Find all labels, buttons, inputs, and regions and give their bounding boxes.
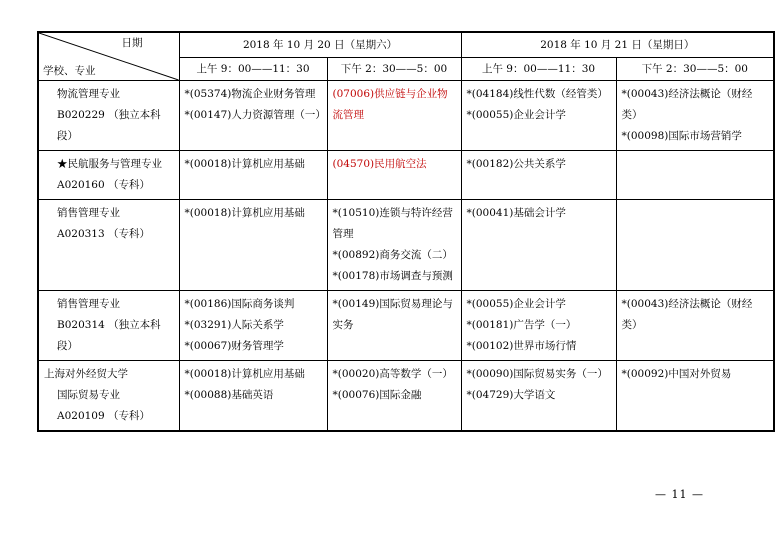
slot-header-sun-pm: 下午 2：30——5：00 [616,58,774,81]
date-sunday-header: 2018 年 10 月 21 日（星期日） [461,32,774,58]
exam-cell [327,291,461,361]
program-cell [38,81,179,151]
course-item: *(00090)国际贸易实务（一） [466,368,608,380]
table-row [38,361,774,432]
program-cell [38,151,179,200]
program-cell [38,291,179,361]
exam-cell [179,200,327,291]
course-item: *(00186)国际商务谈判 [184,298,295,310]
course-item-highlighted: (07006)供应链与企业物流管理 [332,88,448,121]
exam-cell [327,361,461,432]
program-cell [38,200,179,291]
course-item: *(00041)基础会计学 [466,207,566,219]
course-item: *(00092)中国对外贸易 [621,368,732,380]
course-item: *(00181)广告学（一） [466,319,577,331]
exam-cell [616,361,774,432]
course-item: *(00043)经济法概论（财经类） [621,88,753,121]
date-saturday-header: 2018 年 10 月 20 日（星期六） [179,32,461,58]
program-code: B020314 （独立本科段） [57,319,161,352]
program-name: ★民航服务与管理专业 [57,158,162,170]
course-item: *(00020)高等数学（一） [332,368,453,380]
course-item: *(00102)世界市场行情 [466,340,577,352]
page-number: — 11 — [655,488,704,501]
course-item: *(00178)市场调查与预测 [332,270,453,282]
program-name: 物流管理专业 [57,88,120,100]
course-item-highlighted: (04570)民用航空法 [332,158,427,170]
exam-cell [179,361,327,432]
exam-cell [616,291,774,361]
exam-schedule-table [37,31,775,432]
program-name: 销售管理专业 [57,298,120,310]
program-code: A020109 （专科） [57,410,151,422]
program-code: A020160 （专科） [57,179,151,191]
program-name: 国际贸易专业 [57,389,120,401]
course-item: *(00088)基础英语 [184,389,274,401]
school-axis-label: 学校、专业 [43,65,96,77]
exam-cell [461,200,616,291]
course-item: *(04184)线性代数（经管类） [466,88,608,100]
exam-cell [327,151,461,200]
exam-cell-empty [616,200,774,291]
course-item: *(00018)计算机应用基础 [184,368,305,380]
exam-cell [179,291,327,361]
course-item: *(00076)国际金融 [332,389,422,401]
course-item: *(00055)企业会计学 [466,109,566,121]
slot-header-sun-am: 上午 9：00——11：30 [461,58,616,81]
course-item: *(03291)人际关系学 [184,319,284,331]
course-item: *(00098)国际市场营销学 [621,130,742,142]
slot-header-sat-am: 上午 9：00——11：30 [179,58,327,81]
school-name: 上海对外经贸大学 [44,368,128,380]
course-item: *(00055)企业会计学 [466,298,566,310]
date-header-row [38,32,774,58]
exam-cell [461,291,616,361]
table-row [38,151,774,200]
date-axis-label: 日期 [121,37,143,49]
course-item: *(00043)经济法概论（财经类） [621,298,753,331]
course-item: *(05374)物流企业财务管理 [184,88,316,100]
program-code: B020229 （独立本科段） [57,109,161,142]
program-code: A020313 （专科） [57,228,151,240]
course-item: *(00018)计算机应用基础 [184,158,305,170]
program-cell [38,361,179,432]
exam-cell [327,81,461,151]
course-item: *(00147)人力资源管理（一） [184,109,326,121]
slot-header-sat-pm: 下午 2：30——5：00 [327,58,461,81]
exam-cell-empty [616,151,774,200]
exam-cell [327,200,461,291]
table-row [38,81,774,151]
exam-cell [461,81,616,151]
table-row [38,200,774,291]
course-item: *(00149)国际贸易理论与实务 [332,298,453,331]
course-item: *(00018)计算机应用基础 [184,207,305,219]
exam-cell [461,361,616,432]
exam-cell [616,81,774,151]
course-item: *(10510)连锁与特许经营管理 [332,207,453,240]
program-name: 销售管理专业 [57,207,120,219]
course-item: *(00182)公共关系学 [466,158,566,170]
exam-cell [179,81,327,151]
course-item: *(00892)商务交流（二） [332,249,453,261]
table-row [38,291,774,361]
course-item: *(04729)大学语文 [466,389,556,401]
exam-cell [179,151,327,200]
exam-cell [461,151,616,200]
diagonal-header-cell [38,32,179,81]
course-item: *(00067)财务管理学 [184,340,284,352]
